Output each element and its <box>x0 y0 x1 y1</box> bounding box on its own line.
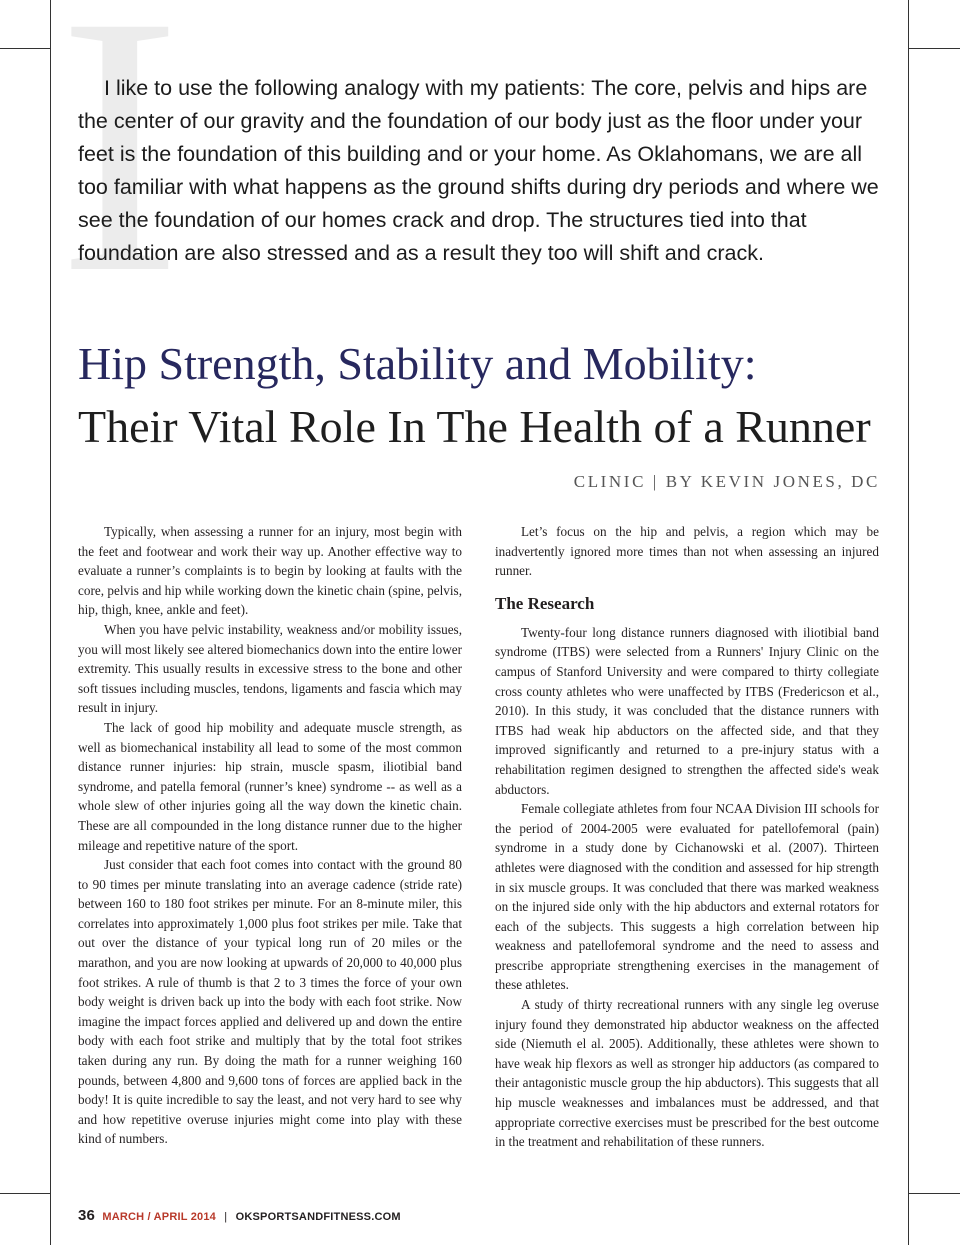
crop-line-right <box>908 0 909 1245</box>
title-line-2: Their Vital Role In The Health of a Runner <box>78 401 871 452</box>
body-paragraph: When you have pelvic instability, weakness and/or mobility issues, you will most likely see altered biomechanics down into the entire lower extremity. This usually results in excessive stress to the bone and other soft tissues including muscles, tendons, ligaments and fascia which may result in injury. <box>78 621 462 716</box>
body-paragraph: Typically, when assessing a runner for an injury, most begin with the feet and footwear and work their way up. Another effective way to evaluate a runner’s complaints is to begin by looking at faults with the core, pelvis and hip while working down the kinetic chain (spine, pelvis, hip, thigh, knee, ankle and feet). <box>78 524 462 618</box>
issue-date: MARCH / APRIL 2014 <box>102 1211 216 1223</box>
body-paragraph: Female collegiate athletes from four NCAA Division III schools for the period of 2004-2005 were evaluated for patellofemoral (pain) syndrome in a study done by Cichanowski et al. (2007). Thirteen athletes were diagnosed with the condition and assessed for hip strength in six muscle groups. It was concluded that there was marked weakness on the injured side only with the hip abductors and external rotators for each of the subjects. This suggests a high correlation between hip weakness and patellofemoral syndrome and the need to assess and prescribe appropriate strengthening exercises in the management of these athletes. <box>495 801 879 993</box>
intro-paragraph: I like to use the following analogy with my patients: The core, pelvis and hips are the center of our gravity and the foundation of our body just as the floor under your feet is the foundation of this building and or your home. As Oklahomans, we are all too familiar with what happens as the ground shifts during dry periods and where we see the foundation of our homes crack and drop. The structures tied into that foundation are also stressed and as a result they too will shift and crack. <box>78 76 879 265</box>
article-title <box>78 333 918 459</box>
website-link[interactable]: OKSPORTSANDFITNESS.COM <box>235 1211 401 1223</box>
crop-mark-top-right <box>908 48 960 49</box>
body-paragraph: A study of thirty recreational runners with any single leg overuse injury found they demonstrated hip abductor weakness on the affected side (Niemuth el al. 2005). Additionally, these athletes were shown to have weak hip flexors as well as stronger hip adductors (as compared to their antagonistic muscle group the hip abductors). This suggests that all hip muscle weaknesses and imbalances must be addressed, and that appropriate corrective exercises must be prescribed for the best outcome in the treatment and rehabilitation of these runners. <box>495 997 879 1150</box>
byline: CLINIC | BY KEVIN JONES, DC <box>573 472 880 491</box>
crop-mark-bottom-left <box>0 1193 51 1194</box>
left-column <box>78 522 462 1149</box>
body-paragraph: Twenty-four long distance runners diagnosed with iliotibial band syndrome (ITBS) were selected from a Runners' Injury Clinic on the campus of Stanford University and were compared to thirty collegiate cross county athletes who were unaffected by ITBS (Fredericson et al., 2010). In this study, it was concluded that the distance runners with ITBS had weak hip abductors on the affected side, and that they improved significantly and returned to a pre-injury status with a rehabilitation regimen designed to strengthen the affected side's weak abductors. <box>495 624 879 797</box>
page-number: 36 <box>78 1207 96 1224</box>
footer-separator: | <box>224 1211 228 1223</box>
body-paragraph: The lack of good hip mobility and adequate muscle strength, as well as biomechanical instability all lead to some of the most common distance runner injuries: hip strain, muscle spasm, iliotibial band syndrome, and patella femoral (runner’s knee) syndrome -- as well as a whole slew of other injuries going all the way down the kinetic chain. These are all compounded in the long distance runner due to the higher mileage and repetitive nature of the sport. <box>78 719 462 853</box>
section-heading: The Research <box>495 593 595 613</box>
page-footer <box>78 1207 401 1224</box>
title-line-1: Hip Strength, Stability and Mobility: <box>78 338 757 389</box>
body-paragraph: Just consider that each foot comes into contact with the ground 80 to 90 times per minute translating into an average cadence (stride rate) between 160 to 180 foot strikes per minute. For an 8-minute miler, this correlates into approximately 1,000 plus foot strikes per mile. Take that out over the distance of your typical long run of 20 miles or the marathon, and you are now looking at upwards of 20,000 to 40,000 plus foot strikes. A rule of thumb is that 2 to 3 times the force of your own body weight is driven back up into the body with each foot strike. Now imagine the impact forces applied and delivered up and down the entire body with each foot strike and multiply that by the total foot strikes taken during any run. By doing the math for a runner weighing 160 pounds, between 4,800 and 9,600 tons of forces are applied back in the body! It is quite incredible to say the least, and not very hard to see why and how repetitive overuse injuries might come into play with these kind of numbers. <box>78 857 462 1147</box>
crop-mark-bottom-right <box>908 1193 960 1194</box>
right-column <box>495 522 879 1152</box>
crop-mark-top-left <box>0 48 51 49</box>
body-paragraph: Let’s focus on the hip and pelvis, a region which may be inadvertently ignored more times than not when assessing an injured runner. <box>495 524 879 579</box>
drop-cap-letter: I <box>58 0 182 350</box>
crop-line-left <box>50 0 51 1245</box>
